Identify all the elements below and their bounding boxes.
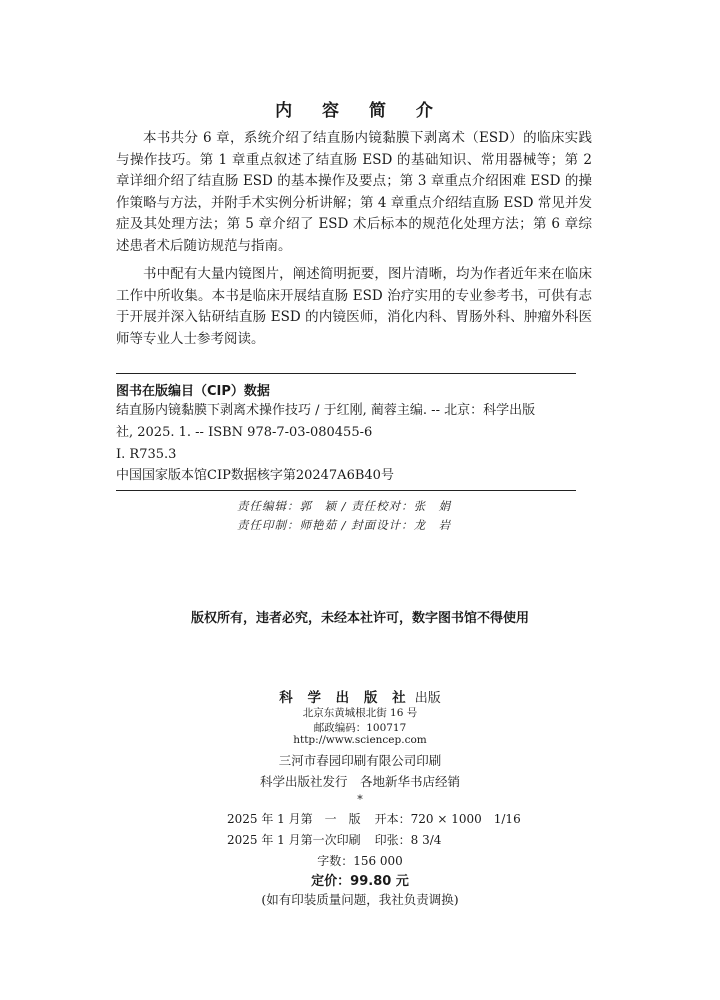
publisher-name: 科 学 出 版 社 <box>279 690 411 706</box>
intro-paragraph-1: 本书共分 6 章，系统介绍了结直肠内镜黏膜下剥离术（ESD）的临床实践与操作技巧。第 1 章重点叙述了结直肠 ESD 的基础知识、常用器械等；第 2 章详细介绍了结直肠 ESD 的基本操作及要点；第 3 章重点介绍困难 ESD 的操作策略与方法，并附手术实例分析讲解；第 4 章重点介绍结直肠 ESD 常见并发症及其处理方法；第 5 章介绍了 ESD 术后标本的规范化处理方法；第 6 章综述患者术后随访规范与指南。 <box>116 130 592 254</box>
cip-bottom-rule <box>116 490 576 491</box>
format-info: 开本：720 × 1000 1/16 <box>374 812 521 826</box>
distribution-info: 科学出版社发行 各地新华书店经销 <box>259 774 460 789</box>
cip-top-rule <box>116 373 576 374</box>
edition-line-2 <box>227 831 441 848</box>
word-count: 字数：156 000 <box>317 854 403 868</box>
cip-line-3: Ⅰ. R735.3 <box>116 447 177 462</box>
cip-line-2: 社, 2025. 1. -- ISBN 978-7-03-080455-6 <box>116 425 373 440</box>
publisher-line <box>0 686 720 706</box>
publisher-postal-code: 邮政编码：100717 <box>313 722 407 734</box>
edition-date: 2025 年 1 月第 一 版 <box>227 812 361 826</box>
quality-note: (如有印装质量问题，我社负责调换) <box>261 892 459 907</box>
separator-asterisk: * <box>357 793 363 806</box>
cip-line-1: 结直肠内镜黏膜下剥离术操作技巧 / 于红刚, 蔺蓉主编. -- 北京：科学出版 <box>116 403 536 418</box>
page-title: 内 容 简 介 <box>275 101 445 121</box>
cip-line-4: 中国国家版本馆CIP数据核字第20247A6B40号 <box>116 468 394 483</box>
credits-line-2: 责任印制：师艳茹 / 封面设计：龙 岩 <box>237 518 452 532</box>
publisher-suffix: 出版 <box>414 691 441 706</box>
sheets-info: 印张：8 3/4 <box>374 833 442 847</box>
price: 定价：99.80 元 <box>311 874 409 889</box>
publisher-url: http://www.sciencep.com <box>293 734 427 746</box>
intro-paragraph-2: 书中配有大量内镜图片，阐述简明扼要，图片清晰，均为作者近年来在临床工作中所收集。本书是临床开展结直肠 ESD 治疗实用的专业参考书，可供有志于开展并深入钻研结直肠 ESD 的内镜医师，消化内科、胃肠外科、肿瘤外科医师等专业人士参考阅读。 <box>116 266 592 347</box>
copyright-notice: 版权所有，违者必究，未经本社许可，数字图书馆不得使用 <box>190 611 529 626</box>
credits-line-1: 责任编辑：郭 颖 / 责任校对：张 娟 <box>237 499 452 513</box>
cip-heading: 图书在版编目（CIP）数据 <box>116 384 270 399</box>
printer-info: 三河市春园印刷有限公司印刷 <box>278 753 442 768</box>
print-date: 2025 年 1 月第一次印刷 <box>227 833 361 847</box>
edition-line-1 <box>227 810 521 827</box>
publisher-address: 北京东黄城根北街 16 号 <box>302 707 418 719</box>
